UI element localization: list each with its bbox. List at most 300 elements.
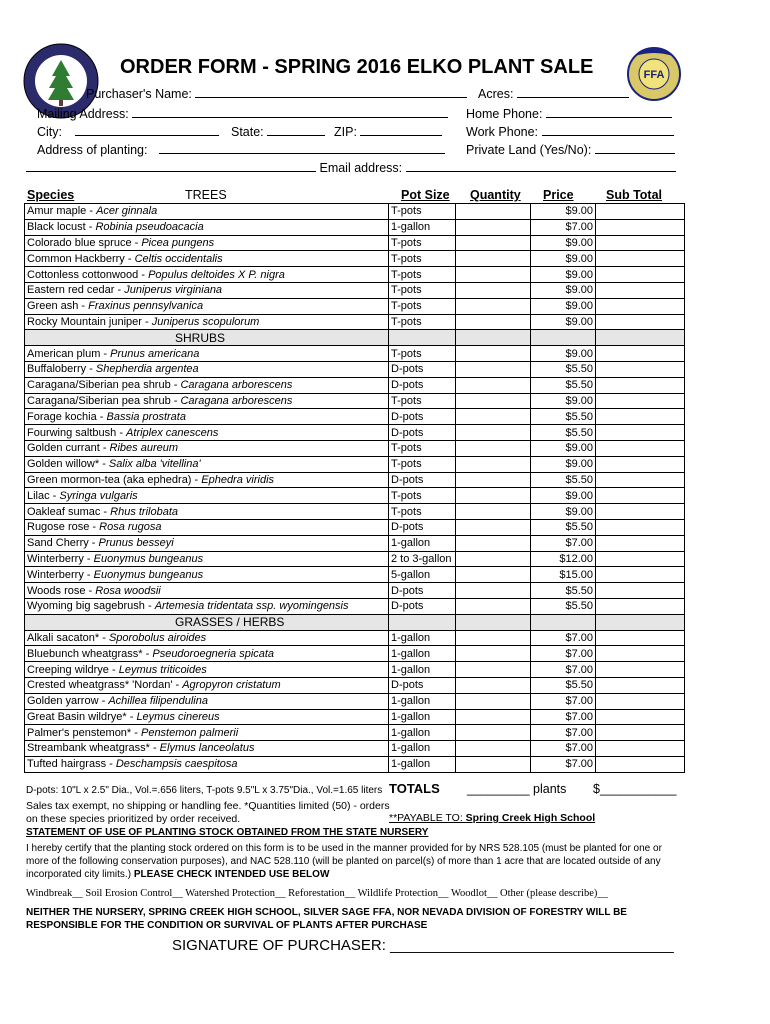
subtotal-input-cell[interactable] bbox=[596, 504, 685, 520]
species-cell bbox=[25, 630, 389, 646]
price-cell: $9.00 bbox=[531, 282, 596, 298]
price-cell: $5.50 bbox=[531, 677, 596, 693]
latin-name: Rosa woodsii bbox=[95, 584, 161, 597]
quantity-input-cell[interactable] bbox=[456, 677, 531, 693]
subtotal-input-cell[interactable] bbox=[596, 519, 685, 535]
species-cell bbox=[25, 519, 389, 535]
common-name: Bluebunch wheatgrass* - bbox=[27, 647, 153, 660]
subtotal-input-cell[interactable] bbox=[596, 409, 685, 425]
common-name: Winterberry - bbox=[27, 568, 94, 581]
table-row bbox=[25, 377, 685, 393]
pot-size-cell: 1-gallon bbox=[389, 756, 456, 772]
table-row bbox=[25, 219, 685, 235]
latin-name: Caragana arborescens bbox=[180, 379, 293, 392]
latin-name: Atriplex canescens bbox=[126, 426, 219, 439]
species-cell bbox=[25, 693, 389, 709]
city-label: City: bbox=[37, 125, 62, 139]
planting-address-field-2[interactable] bbox=[26, 160, 316, 172]
city-field[interactable] bbox=[75, 124, 219, 136]
pot-size-cell: T-pots bbox=[389, 204, 456, 220]
species-cell bbox=[25, 709, 389, 725]
price-cell: $7.00 bbox=[531, 693, 596, 709]
price-cell: $9.00 bbox=[531, 314, 596, 330]
email-field[interactable] bbox=[406, 160, 676, 172]
quantity-input-cell[interactable] bbox=[456, 725, 531, 741]
pot-size-cell: T-pots bbox=[389, 235, 456, 251]
payable-label: **PAYABLE TO: bbox=[389, 812, 466, 824]
table-row bbox=[25, 456, 685, 472]
private-land-row bbox=[466, 142, 675, 157]
common-name: Caragana/Siberian pea shrub - bbox=[27, 379, 181, 392]
latin-name: Agropyron cristatum bbox=[182, 679, 281, 692]
mailing-address-field[interactable] bbox=[132, 106, 448, 118]
species-cell bbox=[25, 456, 389, 472]
latin-name: Prunus besseyi bbox=[98, 537, 174, 550]
species-cell bbox=[25, 725, 389, 741]
subtotal-input-cell[interactable] bbox=[596, 709, 685, 725]
latin-name: Ribes aureum bbox=[109, 442, 179, 455]
common-name: Great Basin wildrye* - bbox=[27, 710, 137, 723]
quantity-input-cell[interactable] bbox=[456, 219, 531, 235]
quantity-header: Quantity bbox=[470, 188, 521, 202]
subtotal-input-cell[interactable] bbox=[596, 583, 685, 599]
subtotal-input-cell[interactable] bbox=[596, 535, 685, 551]
quantity-input-cell[interactable] bbox=[456, 361, 531, 377]
species-cell bbox=[25, 583, 389, 599]
latin-name: Robinia pseudoacacia bbox=[95, 221, 204, 234]
common-name: Streambank wheatgrass* - bbox=[27, 742, 160, 755]
latin-name: Celtis occidentalis bbox=[134, 252, 223, 265]
table-row bbox=[25, 756, 685, 772]
table-row bbox=[25, 646, 685, 662]
common-name: Colorado blue spruce - bbox=[27, 236, 142, 249]
species-cell bbox=[25, 377, 389, 393]
subtotal-input-cell[interactable] bbox=[596, 298, 685, 314]
quantity-input-cell[interactable] bbox=[456, 488, 531, 504]
common-name: Lilac - bbox=[27, 489, 60, 502]
quantity-input-cell[interactable] bbox=[456, 314, 531, 330]
species-cell bbox=[25, 235, 389, 251]
page-title: ORDER FORM - SPRING 2016 ELKO PLANT SALE bbox=[120, 56, 594, 78]
species-header: Species bbox=[27, 188, 75, 202]
category-blank-cell bbox=[389, 330, 456, 346]
latin-name: Syringa vulgaris bbox=[59, 489, 138, 502]
species-cell bbox=[25, 535, 389, 551]
species-cell bbox=[25, 567, 389, 583]
mailing-label: Mailing Address: bbox=[37, 107, 129, 121]
total-dollars-field[interactable]: $___________ bbox=[593, 782, 677, 796]
latin-name: Leymus triticoides bbox=[118, 663, 207, 676]
subtotal-input-cell[interactable] bbox=[596, 756, 685, 772]
latin-name: Acer ginnala bbox=[96, 205, 158, 218]
subtotal-input-cell[interactable] bbox=[596, 204, 685, 220]
price-cell: $7.00 bbox=[531, 535, 596, 551]
payable-line bbox=[389, 812, 595, 824]
trees-heading: TREES bbox=[185, 188, 227, 202]
price-cell: $9.00 bbox=[531, 456, 596, 472]
quantity-input-cell[interactable] bbox=[456, 393, 531, 409]
category-blank-cell bbox=[596, 614, 685, 630]
table-row bbox=[25, 693, 685, 709]
species-cell bbox=[25, 251, 389, 267]
zip-row bbox=[334, 124, 442, 139]
home-phone-field[interactable] bbox=[546, 106, 672, 118]
quantity-input-cell[interactable] bbox=[456, 756, 531, 772]
intended-use-options[interactable]: Windbreak__ Soil Erosion Control__ Watershed Protection__ Reforestation__ Wildlife Protection__ Woodlot__ Other (please describe)__ bbox=[26, 888, 608, 899]
table-row bbox=[25, 630, 685, 646]
subtotal-input-cell[interactable] bbox=[596, 314, 685, 330]
category-row bbox=[25, 330, 685, 346]
category-blank-cell bbox=[456, 330, 531, 346]
table-row bbox=[25, 488, 685, 504]
pot-size-cell: 1-gallon bbox=[389, 725, 456, 741]
work-phone-row bbox=[466, 124, 674, 139]
subtotal-input-cell[interactable] bbox=[596, 551, 685, 567]
latin-name: Bassia prostrata bbox=[106, 410, 186, 423]
quantity-input-cell[interactable] bbox=[456, 598, 531, 614]
pot-size-cell: D-pots bbox=[389, 598, 456, 614]
latin-name: Elymus lanceolatus bbox=[159, 742, 255, 755]
species-cell bbox=[25, 551, 389, 567]
pot-size-cell: T-pots bbox=[389, 440, 456, 456]
pot-size-cell: 1-gallon bbox=[389, 741, 456, 757]
subtotal-input-cell[interactable] bbox=[596, 361, 685, 377]
email-label: Email address: bbox=[319, 161, 403, 175]
quantity-input-cell[interactable] bbox=[456, 583, 531, 599]
price-cell: $5.50 bbox=[531, 377, 596, 393]
species-cell bbox=[25, 409, 389, 425]
mailing-row bbox=[37, 106, 448, 121]
common-name: Creeping wildrye - bbox=[27, 663, 119, 676]
quantity-input-cell[interactable] bbox=[456, 409, 531, 425]
price-cell: $5.50 bbox=[531, 361, 596, 377]
planting-address-field[interactable] bbox=[159, 142, 445, 154]
subtotal-input-cell[interactable] bbox=[596, 425, 685, 441]
species-cell bbox=[25, 488, 389, 504]
tax-note-1: Sales tax exempt, no shipping or handling fee. *Quantities limited (50) - orders bbox=[26, 800, 390, 812]
ffa-emblem bbox=[625, 42, 683, 102]
species-cell bbox=[25, 393, 389, 409]
common-name: Green ash - bbox=[27, 300, 89, 313]
private-land-field[interactable] bbox=[595, 142, 675, 154]
species-cell bbox=[25, 219, 389, 235]
pot-size-cell: 5-gallon bbox=[389, 567, 456, 583]
price-cell: $5.50 bbox=[531, 425, 596, 441]
statement-line-3 bbox=[26, 869, 329, 880]
category-blank-cell bbox=[531, 330, 596, 346]
latin-name: Salix alba 'vitellina' bbox=[108, 458, 201, 471]
pot-size-cell: 2 to 3-gallon bbox=[389, 551, 456, 567]
common-name: Crested wheatgrass* 'Nordan' - bbox=[27, 679, 183, 692]
signature-row bbox=[172, 937, 674, 954]
price-cell: $9.00 bbox=[531, 251, 596, 267]
common-name: Fourwing saltbush - bbox=[27, 426, 127, 439]
category-blank-cell bbox=[531, 614, 596, 630]
subtotal-input-cell[interactable] bbox=[596, 646, 685, 662]
latin-name: Euonymus bungeanus bbox=[93, 568, 204, 581]
common-name: Golden willow* - bbox=[27, 458, 109, 471]
table-row bbox=[25, 346, 685, 362]
common-name: Wyoming big sagebrush - bbox=[27, 600, 155, 613]
table-row bbox=[25, 567, 685, 583]
pot-size-cell: T-pots bbox=[389, 456, 456, 472]
work-phone-field[interactable] bbox=[542, 124, 674, 136]
quantity-input-cell[interactable] bbox=[456, 646, 531, 662]
totals-label: TOTALS bbox=[389, 781, 440, 796]
common-name: Sand Cherry - bbox=[27, 537, 99, 550]
price-cell: $7.00 bbox=[531, 725, 596, 741]
price-cell: $7.00 bbox=[531, 756, 596, 772]
pot-size-cell: 1-gallon bbox=[389, 662, 456, 678]
pot-size-cell: T-pots bbox=[389, 298, 456, 314]
latin-name: Penstemon palmerii bbox=[140, 726, 239, 739]
purchaser-row bbox=[86, 86, 467, 101]
subtotal-input-cell[interactable] bbox=[596, 725, 685, 741]
pot-size-cell: D-pots bbox=[389, 361, 456, 377]
common-name: Amur maple - bbox=[27, 205, 97, 218]
subtotal-input-cell[interactable] bbox=[596, 393, 685, 409]
species-cell bbox=[25, 298, 389, 314]
quantity-input-cell[interactable] bbox=[456, 741, 531, 757]
subtotal-input-cell[interactable] bbox=[596, 440, 685, 456]
price-cell: $7.00 bbox=[531, 219, 596, 235]
pot-size-cell: D-pots bbox=[389, 472, 456, 488]
price-cell: $9.00 bbox=[531, 346, 596, 362]
latin-name: Populus deltoides X P. nigra bbox=[148, 268, 285, 281]
table-row bbox=[25, 314, 685, 330]
latin-name: Fraxinus pennsylvanica bbox=[88, 300, 204, 313]
state-field[interactable] bbox=[267, 124, 325, 136]
subtotal-input-cell[interactable] bbox=[596, 598, 685, 614]
quantity-input-cell[interactable] bbox=[456, 630, 531, 646]
quantity-input-cell[interactable] bbox=[456, 567, 531, 583]
table-row bbox=[25, 425, 685, 441]
planting-address-label: Address of planting: bbox=[37, 143, 148, 157]
table-row bbox=[25, 361, 685, 377]
pot-size-cell: T-pots bbox=[389, 488, 456, 504]
subtotal-input-cell[interactable] bbox=[596, 235, 685, 251]
common-name: Rugose rose - bbox=[27, 521, 100, 534]
state-label: State: bbox=[231, 125, 264, 139]
work-phone-label: Work Phone: bbox=[466, 125, 539, 139]
latin-name: Sporobolus airoides bbox=[108, 631, 207, 644]
zip-label: ZIP: bbox=[334, 125, 357, 139]
subtotal-input-cell[interactable] bbox=[596, 567, 685, 583]
zip-field[interactable] bbox=[360, 124, 442, 136]
city-row bbox=[37, 124, 219, 139]
common-name: Common Hackberry - bbox=[27, 252, 135, 265]
latin-name: Deschampsis caespitosa bbox=[115, 758, 238, 771]
table-row bbox=[25, 535, 685, 551]
table-row bbox=[25, 393, 685, 409]
subtotal-input-cell[interactable] bbox=[596, 677, 685, 693]
species-cell bbox=[25, 314, 389, 330]
species-cell bbox=[25, 267, 389, 283]
table-row bbox=[25, 251, 685, 267]
table-row bbox=[25, 298, 685, 314]
category-heading: SHRUBS bbox=[25, 330, 389, 346]
subtotal-input-cell[interactable] bbox=[596, 630, 685, 646]
common-name: Buffaloberry - bbox=[27, 363, 96, 376]
table-row bbox=[25, 235, 685, 251]
table-row bbox=[25, 282, 685, 298]
plant-table bbox=[24, 203, 685, 773]
subtotal-input-cell[interactable] bbox=[596, 251, 685, 267]
pot-size-cell: D-pots bbox=[389, 409, 456, 425]
table-row bbox=[25, 709, 685, 725]
latin-name: Achillea filipendulina bbox=[108, 695, 208, 708]
pot-size-cell: T-pots bbox=[389, 314, 456, 330]
quantity-input-cell[interactable] bbox=[456, 267, 531, 283]
pot-size-cell: D-pots bbox=[389, 519, 456, 535]
home-phone-label: Home Phone: bbox=[466, 107, 543, 121]
price-cell: $9.00 bbox=[531, 440, 596, 456]
quantity-input-cell[interactable] bbox=[456, 377, 531, 393]
common-name: Black locust - bbox=[27, 221, 96, 234]
subtotal-input-cell[interactable] bbox=[596, 282, 685, 298]
table-row bbox=[25, 583, 685, 599]
disclaimer-line-2: RESPONSIBLE FOR THE CONDITION OR SURVIVAL OF PLANTS AFTER PURCHASE bbox=[26, 920, 428, 931]
price-cell: $7.00 bbox=[531, 709, 596, 725]
pot-size-cell: 1-gallon bbox=[389, 646, 456, 662]
subtotal-input-cell[interactable] bbox=[596, 741, 685, 757]
subtotal-input-cell[interactable] bbox=[596, 267, 685, 283]
subtotal-input-cell[interactable] bbox=[596, 456, 685, 472]
common-name: Golden yarrow - bbox=[27, 695, 109, 708]
quantity-input-cell[interactable] bbox=[456, 535, 531, 551]
quantity-input-cell[interactable] bbox=[456, 456, 531, 472]
pot-size-cell: T-pots bbox=[389, 251, 456, 267]
purchaser-label: Purchaser's Name: bbox=[86, 87, 192, 101]
latin-name: Prunus americana bbox=[110, 347, 200, 360]
species-cell bbox=[25, 346, 389, 362]
price-cell: $5.50 bbox=[531, 598, 596, 614]
category-blank-cell bbox=[456, 614, 531, 630]
price-cell: $5.50 bbox=[531, 519, 596, 535]
quantity-input-cell[interactable] bbox=[456, 204, 531, 220]
category-row bbox=[25, 614, 685, 630]
species-cell bbox=[25, 741, 389, 757]
quantity-input-cell[interactable] bbox=[456, 551, 531, 567]
price-cell: $15.00 bbox=[531, 567, 596, 583]
subtotal-input-cell[interactable] bbox=[596, 219, 685, 235]
latin-name: Juniperus virginiana bbox=[124, 284, 223, 297]
price-cell: $7.00 bbox=[531, 630, 596, 646]
acres-row bbox=[478, 86, 629, 101]
pot-size-cell: T-pots bbox=[389, 267, 456, 283]
quantity-input-cell[interactable] bbox=[456, 709, 531, 725]
common-name: Green mormon-tea (aka ephedra) - bbox=[27, 473, 202, 486]
subtotal-input-cell[interactable] bbox=[596, 693, 685, 709]
payable-to: Spring Creek High School bbox=[465, 812, 596, 824]
pot-size-cell: T-pots bbox=[389, 346, 456, 362]
pot-size-cell: 1-gallon bbox=[389, 219, 456, 235]
price-header: Price bbox=[543, 188, 574, 202]
quantity-input-cell[interactable] bbox=[456, 440, 531, 456]
subtotal-input-cell[interactable] bbox=[596, 472, 685, 488]
tax-note-2: on these species prioritized by order received. bbox=[26, 813, 241, 825]
category-blank-cell bbox=[596, 330, 685, 346]
price-cell: $12.00 bbox=[531, 551, 596, 567]
pot-size-cell: 1-gallon bbox=[389, 693, 456, 709]
quantity-input-cell[interactable] bbox=[456, 235, 531, 251]
subtotal-input-cell[interactable] bbox=[596, 488, 685, 504]
pot-size-cell: D-pots bbox=[389, 425, 456, 441]
total-plants-field[interactable]: _________ plants bbox=[467, 782, 567, 796]
pot-size-cell: T-pots bbox=[389, 504, 456, 520]
quantity-input-cell[interactable] bbox=[456, 282, 531, 298]
acres-label: Acres: bbox=[478, 87, 514, 101]
statement-line-2: more of the following conservation purposes), and NAC 528.110 (will be planted on parcel(s) of more than 1 acre that are located outside of any bbox=[26, 856, 661, 867]
common-name: Palmer's penstemon* - bbox=[27, 726, 141, 739]
latin-name: Caragana arborescens bbox=[180, 394, 293, 407]
category-heading: GRASSES / HERBS bbox=[25, 614, 389, 630]
latin-name: Rosa rugosa bbox=[99, 521, 162, 534]
table-row bbox=[25, 519, 685, 535]
quantity-input-cell[interactable] bbox=[456, 472, 531, 488]
common-name: Rocky Mountain juniper - bbox=[27, 315, 152, 328]
pot-size-note: D-pots: 10"L x 2.5" Dia., Vol.=.656 liters, T-pots 9.5"L x 3.75"Dia., Vol.=1.65 liters bbox=[26, 785, 383, 796]
pot-size-cell: D-pots bbox=[389, 677, 456, 693]
common-name: Forage kochia - bbox=[27, 410, 107, 423]
table-row bbox=[25, 725, 685, 741]
quantity-input-cell[interactable] bbox=[456, 693, 531, 709]
table-row bbox=[25, 551, 685, 567]
subtotal-input-cell[interactable] bbox=[596, 346, 685, 362]
price-cell: $7.00 bbox=[531, 741, 596, 757]
quantity-input-cell[interactable] bbox=[456, 519, 531, 535]
price-cell: $9.00 bbox=[531, 488, 596, 504]
pot-size-cell: T-pots bbox=[389, 393, 456, 409]
common-name: Golden currant - bbox=[27, 442, 110, 455]
quantity-input-cell[interactable] bbox=[456, 662, 531, 678]
purchaser-name-field[interactable] bbox=[195, 86, 467, 98]
ffa-emblem-text: FFA bbox=[643, 69, 665, 81]
quantity-input-cell[interactable] bbox=[456, 504, 531, 520]
price-cell: $9.00 bbox=[531, 298, 596, 314]
quantity-input-cell[interactable] bbox=[456, 298, 531, 314]
quantity-input-cell[interactable] bbox=[456, 251, 531, 267]
latin-name: Artemesia tridentata ssp. wyomingensis bbox=[154, 600, 349, 613]
common-name: Eastern red cedar - bbox=[27, 284, 125, 297]
price-cell: $9.00 bbox=[531, 267, 596, 283]
species-cell bbox=[25, 282, 389, 298]
signature-field[interactable]: __________________________________ bbox=[390, 937, 674, 954]
table-row bbox=[25, 267, 685, 283]
table-row bbox=[25, 504, 685, 520]
subtotal-input-cell[interactable] bbox=[596, 377, 685, 393]
common-name: Caragana/Siberian pea shrub - bbox=[27, 394, 181, 407]
species-cell bbox=[25, 204, 389, 220]
latin-name: Ephedra viridis bbox=[201, 473, 275, 486]
private-land-label: Private Land (Yes/No): bbox=[466, 143, 592, 157]
latin-name: Pseudoroegneria spicata bbox=[152, 647, 275, 660]
signature-label: SIGNATURE OF PURCHASER: bbox=[172, 937, 391, 954]
common-name: Cottonless cottonwood - bbox=[27, 268, 149, 281]
quantity-input-cell[interactable] bbox=[456, 346, 531, 362]
quantity-input-cell[interactable] bbox=[456, 425, 531, 441]
subtotal-input-cell[interactable] bbox=[596, 662, 685, 678]
table-row bbox=[25, 741, 685, 757]
common-name: Winterberry - bbox=[27, 552, 94, 565]
species-cell bbox=[25, 504, 389, 520]
table-row bbox=[25, 472, 685, 488]
common-name: Woods rose - bbox=[27, 584, 96, 597]
price-cell: $9.00 bbox=[531, 393, 596, 409]
pot-size-header: Pot Size bbox=[401, 188, 450, 202]
latin-name: Rhus trilobata bbox=[110, 505, 179, 518]
acres-field[interactable] bbox=[517, 86, 629, 98]
